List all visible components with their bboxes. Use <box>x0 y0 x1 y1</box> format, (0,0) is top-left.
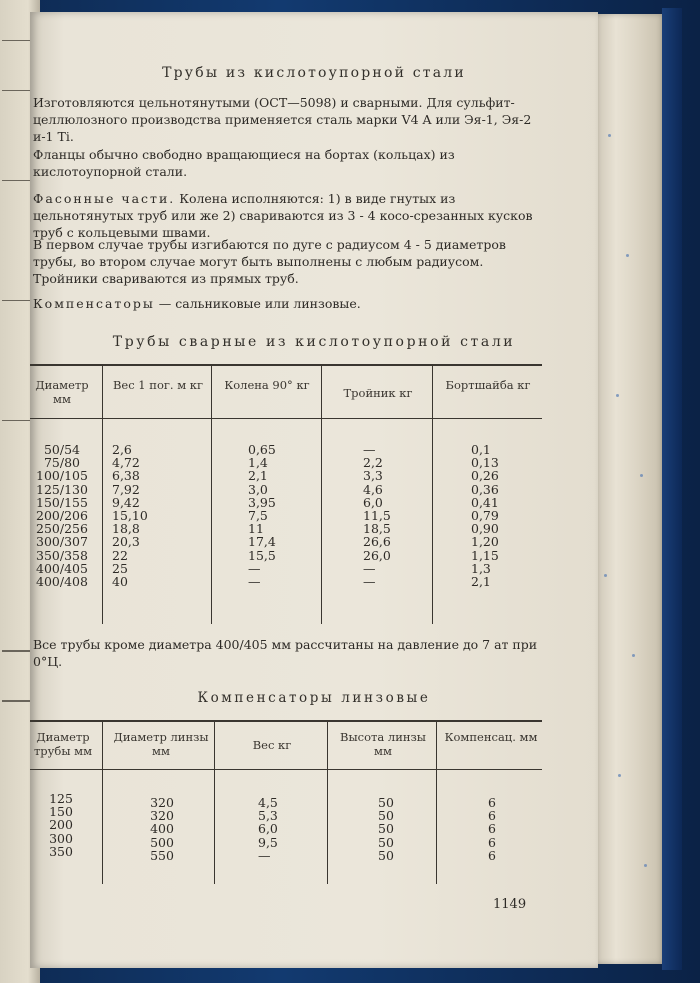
table1-title: Трубы сварные из кислотоупорной стали <box>112 334 516 350</box>
paragraph-compensators <box>33 295 553 312</box>
table-cell: 1,4 <box>248 455 268 471</box>
table-cell: 4,6 <box>363 481 383 497</box>
table1-header-tee: Тройник кг <box>343 386 413 400</box>
table1-header-weight: Вес 1 пог. м кг <box>112 378 204 392</box>
page-number: 1149 <box>493 897 527 912</box>
table-cell: 50 <box>378 821 394 837</box>
table1-header-flange: Бортшайба кг <box>445 378 531 392</box>
table2-col-divider <box>214 720 215 884</box>
book-cover-edge <box>662 8 682 970</box>
table-cell: 0,79 <box>471 508 499 524</box>
table2-col-pipe-diameter <box>36 792 86 858</box>
table-cell: 125/130 <box>36 481 88 497</box>
table-cell: 6,0 <box>363 494 383 510</box>
table-cell: 6 <box>488 808 496 824</box>
table-cell: 6,0 <box>258 821 278 837</box>
table-cell: 18,5 <box>363 521 391 537</box>
table-cell: 15,10 <box>112 508 148 524</box>
table-cell: 6 <box>488 834 496 850</box>
table-cell: 1,15 <box>471 547 499 563</box>
table-cell: 300/307 <box>36 534 88 550</box>
table-cell: 2,2 <box>363 455 383 471</box>
table1-col-tee <box>363 443 413 588</box>
table2-col-weight <box>258 796 298 862</box>
table-cell: 0,90 <box>471 521 499 537</box>
table-cell: 0,26 <box>471 468 499 484</box>
table1-top-rule <box>30 364 542 366</box>
table-cell: 4,72 <box>112 455 140 471</box>
table-cell: 40 <box>112 574 128 590</box>
table-cell: — <box>258 847 271 863</box>
table1-col-diameter <box>32 443 92 588</box>
table-cell: 6 <box>488 847 496 863</box>
section-title: Трубы из кислотоупорной стали <box>162 65 466 81</box>
table-cell: 17,4 <box>248 534 276 550</box>
table-cell: 7,92 <box>112 481 140 497</box>
page-block-edge <box>596 14 662 964</box>
table2-col-height <box>366 796 406 862</box>
table-cell: 6 <box>488 821 496 837</box>
table-cell: 9,5 <box>258 834 278 850</box>
table-cell: 400 <box>150 821 174 837</box>
paragraph-bending: В первом случае трубы изгибаются по дуге с радиусом 4 - 5 диаметров трубы, во втором случае могут быть выполнены с любым радиусом. <box>33 237 506 269</box>
pressure-note: Все трубы кроме диаметра 400/405 мм рассчитаны на давление до 7 ат при 0°Ц. <box>33 637 538 669</box>
table2-header-pipe-diameter: Диаметр трубы мм <box>33 730 93 758</box>
table-cell: 20,3 <box>112 534 140 550</box>
table-cell: 25 <box>112 560 128 576</box>
table2-col-divider <box>327 720 328 884</box>
table2-header-height: Высота линзы мм <box>340 730 426 758</box>
table1-header-elbow: Колена 90° кг <box>224 378 310 392</box>
table2-title: Компенсаторы линзовые <box>197 690 431 706</box>
table1-header-rule <box>30 418 542 419</box>
table-cell: 3,3 <box>363 468 383 484</box>
table-cell: 50 <box>378 847 394 863</box>
compensators-heading: Компенсаторы <box>33 296 155 311</box>
fittings-heading: Фасонные части. <box>33 191 176 206</box>
table-cell: 150/155 <box>36 494 88 510</box>
table-cell: 6 <box>488 795 496 810</box>
table-cell: 18,8 <box>112 521 140 537</box>
table-cell: 200/206 <box>36 508 88 524</box>
table2-top-rule <box>30 720 542 722</box>
table-cell: 350/358 <box>36 547 88 563</box>
table1-col-elbow <box>248 443 298 588</box>
table2-col-compensation <box>477 796 507 862</box>
table-cell: 300 <box>49 830 73 846</box>
table-cell: — <box>248 574 261 590</box>
table-cell: 350 <box>49 843 73 859</box>
table-cell: 550 <box>150 847 174 863</box>
table-cell: 2,1 <box>248 468 268 484</box>
table-cell: 500 <box>150 834 174 850</box>
table-cell: — <box>248 560 261 576</box>
table2-col-lens-diameter <box>142 796 182 862</box>
table2-col-divider <box>102 720 103 884</box>
paragraph-manufacture: Изготовляются цельнотянутыми (ОСТ—5098) и сварными. Для сульфит-целлюлозного производства применяется сталь марки V4 A или Эя-1, Эя-2 и-1 Ti. <box>33 95 532 144</box>
table-cell: 0,36 <box>471 481 499 497</box>
table-cell: 15,5 <box>248 547 276 563</box>
paragraph-tees: Тройники свариваются из прямых труб. <box>33 271 299 286</box>
table-cell: 320 <box>150 808 174 824</box>
table-cell: 200 <box>49 817 73 833</box>
table-cell: 320 <box>150 795 174 810</box>
table1-col-weight <box>112 443 168 588</box>
table-cell: 50 <box>378 834 394 850</box>
table-cell: 50 <box>378 808 394 824</box>
table-cell: 400/405 <box>36 560 88 576</box>
table1-header-diameter: Диаметр мм <box>35 378 89 406</box>
table-cell: 150 <box>49 804 73 820</box>
fittings-text: Колена исполняются: 1) в виде гнутых из цельнотянутых труб или же 2) свариваются из 3 - 4 косо-срезанных кусков труб с кольцевыми швами. <box>33 191 533 240</box>
table-cell: 4,5 <box>258 795 278 810</box>
table-cell: 7,5 <box>248 508 268 524</box>
table-cell: 0,13 <box>471 455 499 471</box>
table1-col-divider <box>102 364 103 624</box>
table-cell: 50/54 <box>43 442 81 457</box>
table-cell: 3,95 <box>248 494 276 510</box>
table-cell: 400/408 <box>36 574 88 590</box>
table-cell: 75/80 <box>43 455 81 471</box>
table-cell: 2,1 <box>471 574 491 590</box>
table-cell: 100/105 <box>36 468 88 484</box>
table-cell: 0,65 <box>248 442 276 457</box>
table2-header-lens-diameter: Диаметр линзы мм <box>113 730 209 758</box>
table-cell: 50 <box>378 795 394 810</box>
table-cell: — <box>363 442 376 457</box>
table-cell: 0,1 <box>471 442 491 457</box>
table2-header-weight: Вес кг <box>252 738 292 752</box>
paragraph-flanges: Фланцы обычно свободно вращающиеся на бортах (кольцах) из кислотоупорной стали. <box>33 147 455 179</box>
table-cell: 125 <box>49 791 73 806</box>
paragraph-fittings <box>33 190 553 241</box>
table-cell: 5,3 <box>258 808 278 824</box>
table-cell: 9,42 <box>112 494 140 510</box>
table2-header-rule <box>30 769 542 770</box>
table-cell: 250/256 <box>36 521 88 537</box>
table-cell: 3,0 <box>248 481 268 497</box>
table-cell: 2,6 <box>112 442 132 457</box>
table1-col-divider <box>211 364 212 624</box>
book-page <box>30 12 598 968</box>
table-cell: 6,38 <box>112 468 140 484</box>
compensators-text: — сальниковые или линзовые. <box>154 296 361 311</box>
table-cell: — <box>363 574 376 590</box>
table-cell: 11,5 <box>363 508 391 524</box>
table1-col-divider <box>432 364 433 624</box>
table-cell: — <box>363 560 376 576</box>
table-cell: 1,20 <box>471 534 499 550</box>
table1-col-divider <box>321 364 322 624</box>
table-cell: 26,0 <box>363 547 391 563</box>
table-cell: 22 <box>112 547 128 563</box>
table2-col-divider <box>436 720 437 884</box>
table-cell: 26,6 <box>363 534 391 550</box>
table2-header-compensation: Компенсац. мм <box>444 730 538 744</box>
table-cell: 1,3 <box>471 560 491 576</box>
table-cell: 0,41 <box>471 494 499 510</box>
table1-col-flange <box>471 443 521 588</box>
table-cell: 11 <box>248 521 264 537</box>
